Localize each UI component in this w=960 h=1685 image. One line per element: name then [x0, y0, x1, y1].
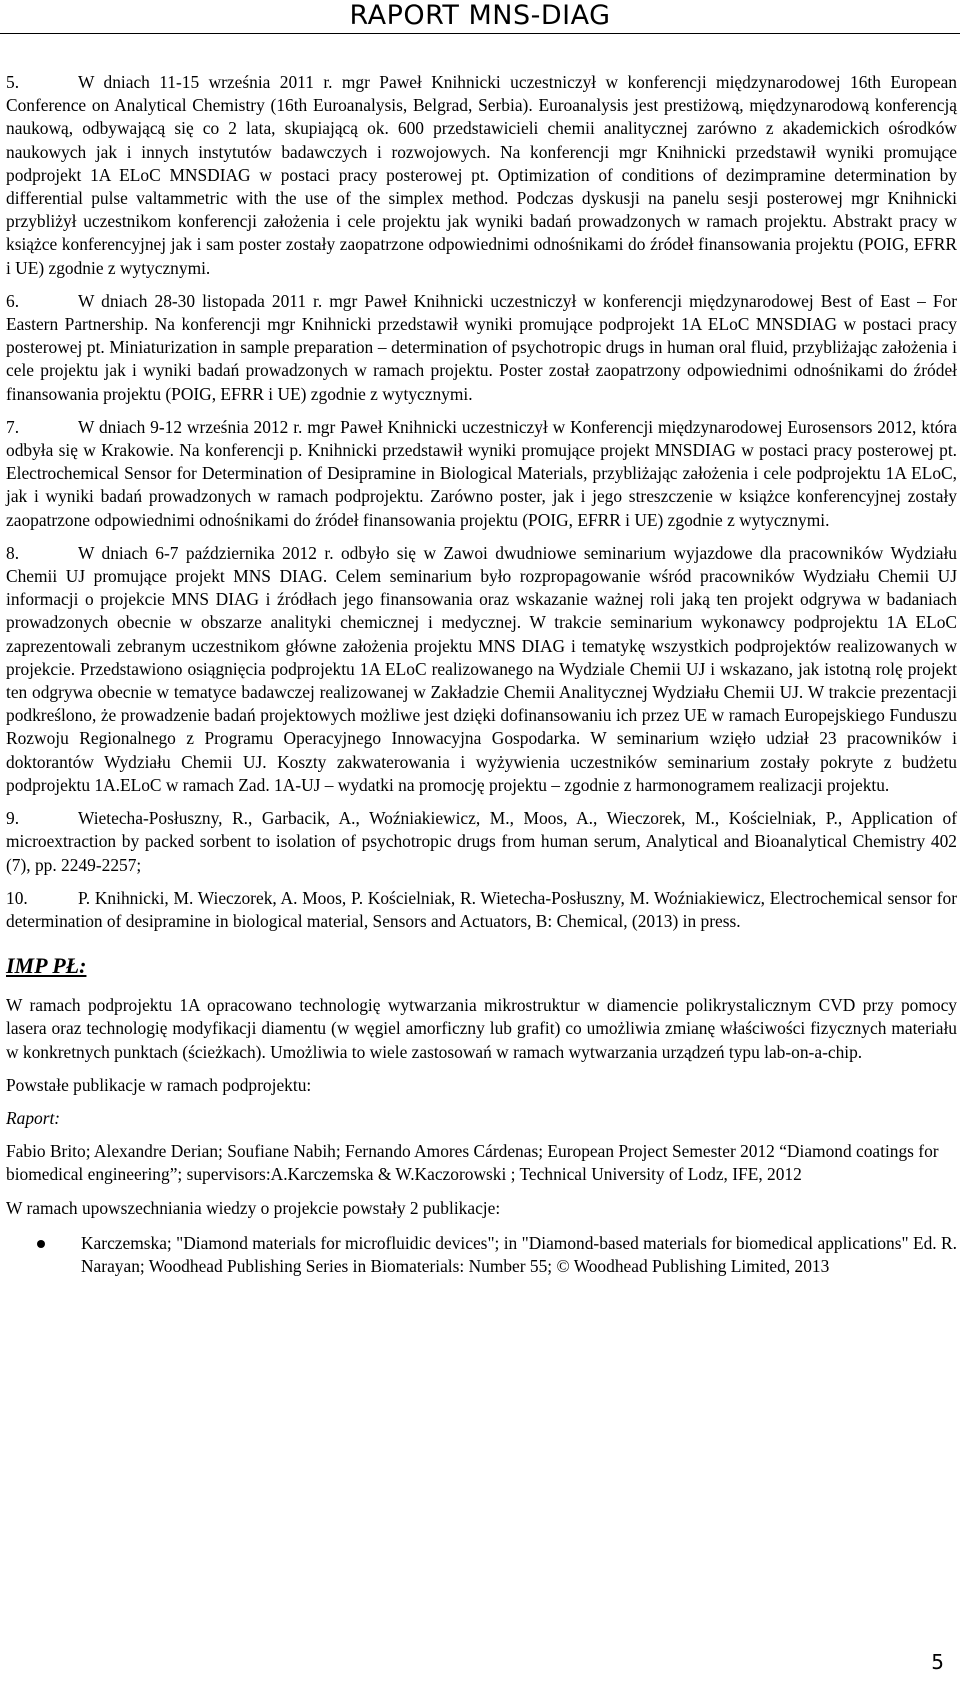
list-item	[6, 807, 957, 877]
list-item	[6, 71, 957, 280]
item-number: 10.	[6, 887, 28, 908]
item-number: 8.	[6, 542, 20, 563]
raport-label: Raport:	[6, 1107, 61, 1128]
list-item	[6, 887, 957, 933]
item-text: Wietecha-Posłuszny, R., Garbacik, A., Woźniakiewicz, M., Moos, A., Wieczorek, M., Kościelniak, P., Application of microextraction by packed sorbent to isolation of psychotropic drugs from human serum, Analytical and Bioanalytical Chemistry 402 (7), pp. 2249-2257;	[6, 808, 957, 875]
item-text: W dniach 9-12 września 2012 r. mgr Paweł Knihnicki uczestniczył w Konferencji międzynarodowej Eurosensors 2012, która odbyła się w Krakowie. Na konferencji p. Knihnicki przedstawił wyniki promujące projekt MNSDIAG w postaci pracy posterowej pt. Electrochemical Sensor for Determination of Desipramine in Biological Materials, przybliżając założenia i cele podprojektu 1A ELoC, jak i wyniki badań prowadzonych w ramach podprojektu. Zarówno poster, jak i jego streszczenie w książce konferencyjnej zostały zaopatrzone odpowiednimi odnośnikami do źródeł finansowania projektu (POIG, EFRR i UE) zgodnie z wytycznymi.	[6, 416, 957, 530]
item-text: W dniach 6-7 października 2012 r. odbyło się w Zawoi dwudniowe seminarium wyjazdowe dla pracowników Wydziału Chemii UJ promujące projekt MNS DIAG. Celem seminarium było rozpropagowanie wśród pracowników Wydziału Chemii UJ informacji o projekcie MNS DIAG i źródłach jego finansowania oraz wskazanie ważnej roli jaką ten projekt odgrywa w badaniach prowadzonych obecnie w obszarze analityki chemicznej i medycznej. W trakcie seminarium wykonawcy podprojektu 1A ELoC zaprezentowali zebranym uczestnikom główne założenia projektu MNS DIAG i tematykę wszystkich podprojektów realizowanych w projekcie. Przedstawiono osiągnięcia podprojektu 1A ELoC realizowanego na Wydziale Chemii UJ i wskazano, jak istotną rolę projekt ten odgrywa obecnie w tematyce badawczej realizowanej w Zakładzie Chemii Analitycznej Wydziału Chemii UJ. W trakcie prezentacji podkreślono, że prowadzenie badań projektowych możliwe jest dzięki dofinansowaniu ich przez UE w ramach Europejskiego Funduszu Rozwoju Regionalnego z Programu Operacyjnego Innowacyjna Gospodarka. W seminarium wzięło udział 23 pracowników i doktorantów Wydziału Chemii UJ. Koszty zakwaterowania i wyżywienia uczestników seminarium zostały pokryte z budżetu podprojektu 1A.ELoC w ramach Zad. 1A-UJ – wydatki na promocję projektu – zgodnie z harmonogramem realizacji projektu.	[6, 542, 957, 795]
bullet-icon	[37, 1240, 45, 1248]
section-heading-imp: IMP PŁ:	[6, 953, 87, 979]
report-title: RAPORT MNS-DIAG	[349, 0, 611, 31]
page-number: 5	[931, 1650, 944, 1674]
header-divider	[0, 33, 960, 34]
publication-text: Karczemska; "Diamond materials for microfluidic devices"; in "Diamond-based materials for biomedical applications" Ed. R. Narayan; Woodhead Publishing Series in Biomaterials: Number 55; © Woodhead Publishing Limited, 2013	[81, 1232, 957, 1276]
list-item	[6, 1232, 957, 1278]
item-number: 9.	[6, 808, 20, 829]
document-body	[6, 71, 957, 1278]
publication-list	[6, 1232, 957, 1278]
imp-paragraph: W ramach podprojektu 1A opracowano technologię wytwarzania mikrostruktur w diamencie polikrystalicznym CVD przy pomocy lasera oraz technologię modyfikacji diamentu (w węgiel amorficzny lub grafit) co umożliwia zmianę właściwości fizycznych materiału w konkretnych punktach (ścieżkach). Umożliwia to wiele zastosowań w ramach wytwarzania urządzeń typu lab-on-a-chip.	[6, 995, 957, 1062]
dissemination-intro: W ramach upowszechniania wiedzy o projekcie powstały 2 publikacje:	[6, 1197, 501, 1218]
raport-reference: Fabio Brito; Alexandre Derian; Soufiane Nabih; Fernando Amores Cárdenas; European Project Semester 2012 “Diamond coatings for biomedical engineering”; supervisors:A.Karczemska & W.Kaczorowski ; Technical University of Lodz, IFE, 2012	[6, 1141, 939, 1185]
page-header	[0, 0, 960, 38]
publications-intro: Powstałe publikacje w ramach podprojektu:	[6, 1074, 312, 1095]
item-text: W dniach 11-15 września 2011 r. mgr Paweł Knihnicki uczestniczył w konferencji międzynarodowej 16th European Conference on Analytical Chemistry (16th Euroanalysis, Belgrad, Serbia). Euroanalysis jest prestiżową, międzynarodową konferencją naukową, odbywającą się co 2 lata, skupiającą ok. 600 przedstawicieli chemii analitycznej zarówno z akademickich ośrodków naukowych jak i innych instytutów badawczych i rozwojowych. Na konferencji mgr Knihnicki przedstawił wyniki promujące podprojekt 1A ELoC MNSDIAG w postaci pracy posterowej pt. Optimization of conditions of dezimpramine determination by differential pulse valtammetric with the use of the simplex method. Podczas dyskusji na panelu sesji posterowej mgr Knihnicki przybliżył uczestnikom konferencji założenia i cele projektu jak wyniki badań prowadzonych w ramach projektu. Abstrakt pracy w książce konferencyjnej jak i sam poster zostały zaopatrzone odpowiednimi odnośnikami do źródeł finansowania projektu (POIG, EFRR i UE) zgodnie z wytycznymi.	[6, 72, 957, 278]
item-text: P. Knihnicki, M. Wieczorek, A. Moos, P. Kościelniak, R. Wietecha-Posłuszny, M. Woźniakiewicz, Electrochemical sensor for determination of desipramine in biological material, Sensors and Actuators, B: Chemical, (2013) in press.	[6, 887, 957, 931]
item-number: 7.	[6, 416, 20, 437]
item-text: W dniach 28-30 listopada 2011 r. mgr Paweł Knihnicki uczestniczył w konferencji międzynarodowej Best of East – For Eastern Partnership. Na konferencji mgr Knihnicki przedstawił wyniki promujące podprojekt 1A ELoC MNSDIAG w postaci pracy posterowej pt. Miniaturization in sample preparation – determination of psychotropic drugs in human oral fluid, przybliżając założenia i cele projektu jak i wyniki badań prowadzonych w ramach projektu. Poster został zaopatrzony odpowiednimi odnośnikami do źródeł finansowania projektu (POIG, EFRR i UE) zgodnie z wytycznymi.	[6, 290, 957, 404]
item-number: 6.	[6, 290, 20, 311]
list-item	[6, 290, 957, 406]
list-item	[6, 542, 957, 797]
item-number: 5.	[6, 72, 20, 92]
list-item	[6, 416, 957, 532]
